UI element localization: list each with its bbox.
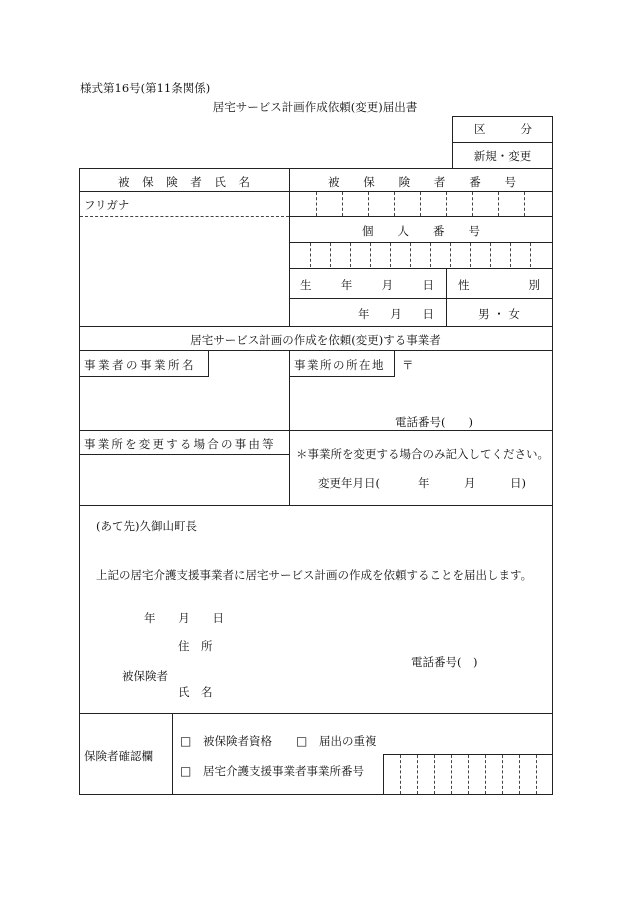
insured-name-field[interactable] xyxy=(80,217,289,325)
category-label: 区 分 xyxy=(474,122,532,136)
change-date-label: 変更年月日( xyxy=(318,476,380,490)
change-reason-field[interactable] xyxy=(80,455,289,504)
individual-number-label: 個 人 番 号 xyxy=(362,224,480,238)
checkbox-icon: □ xyxy=(296,734,308,748)
declarant-address-label: 住 所 xyxy=(178,639,213,653)
office-address-field[interactable] xyxy=(290,378,552,412)
change-note: ＊事業所を変更する場合のみ記入してください。 xyxy=(296,447,549,461)
declarant-name-label: 氏 名 xyxy=(178,685,213,699)
insured-name-label: 被 保 険 者 氏 名 xyxy=(118,175,250,189)
declaration-statement: 上記の居宅介護支援事業者に居宅サービス計画の作成を依頼することを届出します。 xyxy=(96,568,533,582)
declarant-phone-field[interactable]: 電話番号( ) xyxy=(411,655,478,669)
duplicate-checkbox[interactable]: □ 届出の重複 xyxy=(296,734,377,748)
declarant-insured-label: 被保険者 xyxy=(122,669,168,683)
office-address-label: 事業所の所在地 xyxy=(294,358,385,372)
insured-number-label: 被 保 険 者 番 号 xyxy=(328,175,516,189)
provider-section-title: 居宅サービス計画の作成を依頼(変更)する事業者 xyxy=(190,333,441,347)
form-number: 様式第16号(第11条関係) xyxy=(80,81,211,95)
furigana-label: フリガナ xyxy=(84,198,130,212)
postal-mark: 〒 xyxy=(402,358,414,372)
office-phone-field[interactable]: 電話番号( ) xyxy=(395,415,473,429)
checkbox-icon: □ xyxy=(180,734,192,748)
office-number-checkbox[interactable]: □ 居宅介護支援事業者事業所番号 xyxy=(180,764,364,778)
addressee: (あて先)久御山町長 xyxy=(96,519,197,533)
gender-label: 性 別 xyxy=(458,278,540,292)
change-date-field[interactable]: 年 月 日) xyxy=(418,476,526,490)
declaration-date-field[interactable]: 年 月 日 xyxy=(144,611,224,625)
birth-date-label: 生 年 月 日 xyxy=(300,278,434,292)
birth-date-field[interactable]: 年 月 日 xyxy=(358,307,434,321)
office-name-label: 事業者の事業所名 xyxy=(84,358,196,372)
change-reason-label: 事業所を変更する場合の事由等 xyxy=(84,437,276,451)
checkbox-icon: □ xyxy=(180,764,192,778)
gender-options[interactable]: 男 ・ 女 xyxy=(478,307,520,321)
form-title: 居宅サービス計画作成依頼(変更)届出書 xyxy=(212,100,418,114)
insurer-check-label: 保険者確認欄 xyxy=(84,749,153,763)
category-value[interactable]: 新規・変更 xyxy=(473,149,532,163)
office-name-field[interactable] xyxy=(80,378,289,430)
qualification-checkbox[interactable]: □ 被保険者資格 xyxy=(180,734,272,748)
insured-number-field[interactable] xyxy=(290,192,552,216)
